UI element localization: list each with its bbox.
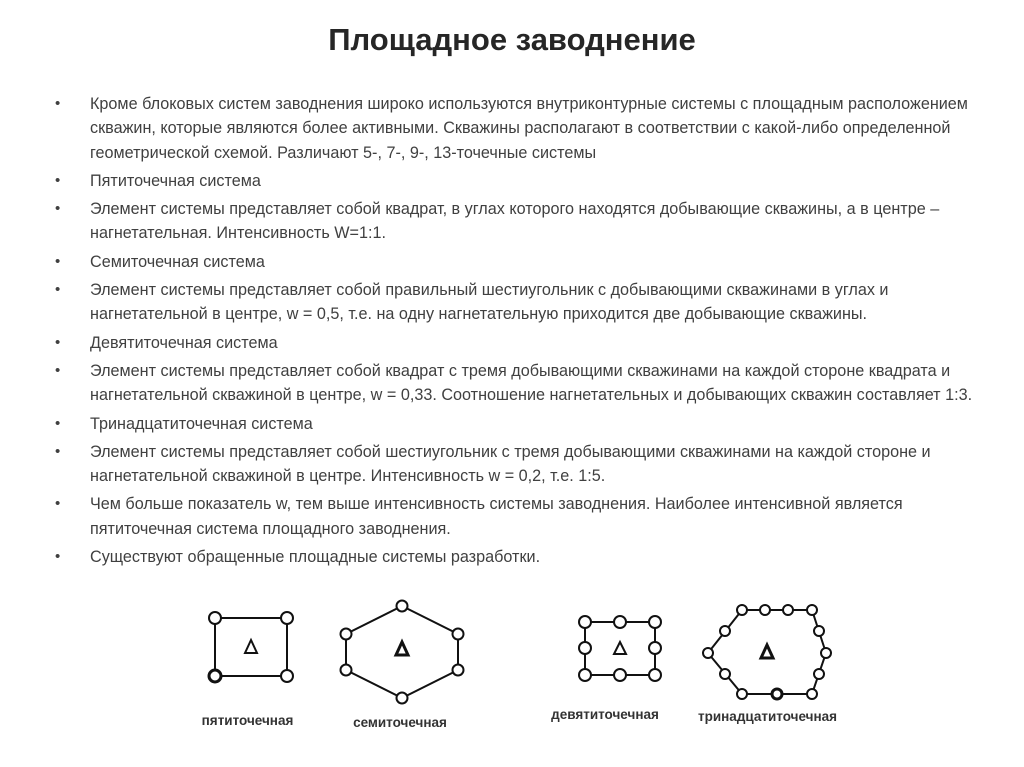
bullet-dot-icon: • (55, 95, 61, 112)
nine-spot-diagram (530, 598, 680, 748)
production-well-icon (821, 648, 831, 658)
production-well-icon (760, 605, 770, 615)
bullet-item (55, 412, 990, 436)
production-well-icon (397, 601, 408, 612)
bullet-text: Элемент системы представляет собой шестиугольник с тремя добывающими скважинами на каждой стороне и нагнетательной скважиной в центре. Интенсивность w = 0,2, т.е. 1:5. (90, 442, 931, 486)
bullet-dot-icon: • (55, 200, 61, 218)
bullet-text: Элемент системы представляет собой квадрат с тремя добывающими скважинами на каждой стороне квадрата и нагнетательной скважиной в центре, w = 0,33. Соотношение нагнетательных и добывающих скважин составляет 1:3. (90, 361, 973, 405)
bullet-text: Кроме блоковых систем заводнения широко используются внутриконтурные системы с площадным расположением скважин, которые являются более активными. Скважины располагают в соответствии с какой-либо определенной геометрической схемой. Различают 5-, 7-, 9-, 13-точечные системы (90, 95, 968, 162)
production-well-icon (614, 669, 626, 681)
production-well-icon (807, 689, 817, 699)
bullet-text: Чем больше показатель w, тем выше интенсивность системы заводнения. Наиболее интенсивной является пятиточечная система площадного заводнения. (90, 495, 903, 538)
production-well-icon (209, 612, 221, 624)
bullet-item (55, 197, 990, 246)
bullet-text: Девятиточечная система (90, 333, 278, 352)
slide-title: Площадное заводнение (328, 22, 696, 57)
bullet-item (55, 278, 990, 327)
production-well-icon (814, 669, 824, 679)
seven-spot-scheme (325, 598, 475, 713)
production-well-icon (579, 616, 591, 628)
bullet-dot-icon: • (55, 414, 61, 432)
bullet-dot-icon: • (55, 442, 61, 460)
nine-spot-square (585, 622, 655, 675)
production-well-icon (649, 642, 661, 654)
five-spot-square (215, 618, 287, 676)
nine-spot-scheme (530, 598, 680, 698)
bullet-dot-icon: • (55, 281, 61, 299)
production-well-icon (720, 626, 730, 636)
thirteen-spot-scheme (690, 598, 880, 708)
bullet-item (55, 250, 990, 274)
production-well-icon (703, 648, 713, 658)
seven-spot-diagram (325, 598, 475, 748)
bullet-dot-icon: • (55, 252, 61, 270)
production-well-icon (209, 670, 221, 682)
production-well-icon (649, 669, 661, 681)
bullet-item (55, 169, 990, 193)
production-well-icon (772, 689, 782, 699)
injection-well-icon (614, 642, 626, 654)
bullet-list (55, 92, 990, 573)
production-well-icon (453, 665, 464, 676)
bullet-item (55, 359, 990, 408)
production-well-icon (397, 693, 408, 704)
bullet-dot-icon: • (55, 548, 61, 566)
thirteen-spot-diagram (690, 598, 880, 748)
production-well-icon (579, 642, 591, 654)
production-well-icon (807, 605, 817, 615)
production-well-icon (281, 670, 293, 682)
production-well-icon (341, 665, 352, 676)
production-well-icon (783, 605, 793, 615)
diagram-caption: девятиточечная (551, 707, 659, 722)
production-well-icon (814, 626, 824, 636)
injection-well-icon (245, 640, 257, 653)
diagram-caption: семиточечная (353, 715, 447, 730)
thirteen-spot-hexagon (708, 610, 826, 694)
production-well-icon (281, 612, 293, 624)
diagram-caption: тринадцатиточечная (698, 709, 838, 724)
production-well-icon (614, 616, 626, 628)
bullet-text: Элемент системы представляет собой квадрат, в углах которого находятся добывающие скважины, а в центре – нагнетательная. Интенсивность W=1:1. (90, 200, 940, 243)
production-well-icon (720, 669, 730, 679)
bullet-text: Тринадцатиточечная система (90, 414, 313, 433)
bullet-item (55, 492, 990, 541)
production-well-icon (737, 689, 747, 699)
bullet-item (55, 440, 990, 489)
five-spot-diagram (175, 598, 320, 748)
bullet-dot-icon: • (55, 171, 61, 189)
bullet-item (55, 331, 990, 355)
production-well-icon (579, 669, 591, 681)
bullet-dot-icon: • (55, 333, 61, 351)
bullet-text: Элемент системы представляет собой правильный шестиугольник с добывающими скважинами в углах и нагнетательной в центре, w = 0,5, т.е. на одну нагнетательную приходится две добывающие скважины. (90, 281, 889, 324)
bullet-dot-icon: • (55, 495, 61, 513)
production-well-icon (453, 629, 464, 640)
bullet-text: Существуют обращенные площадные системы разработки. (90, 548, 541, 567)
production-well-icon (649, 616, 661, 628)
bullet-item (55, 92, 990, 165)
bullet-item (55, 545, 990, 569)
production-well-icon (341, 629, 352, 640)
production-well-icon (737, 605, 747, 615)
bullet-text: Пятиточечная система (90, 171, 261, 190)
diagram-caption: пятиточечная (201, 713, 294, 728)
seven-spot-hexagon (346, 606, 458, 698)
injection-well-icon (396, 642, 408, 655)
bullet-text: Семиточечная система (90, 252, 265, 271)
bullet-dot-icon: • (55, 361, 61, 379)
injection-well-icon (761, 645, 773, 658)
five-spot-scheme (175, 598, 320, 698)
